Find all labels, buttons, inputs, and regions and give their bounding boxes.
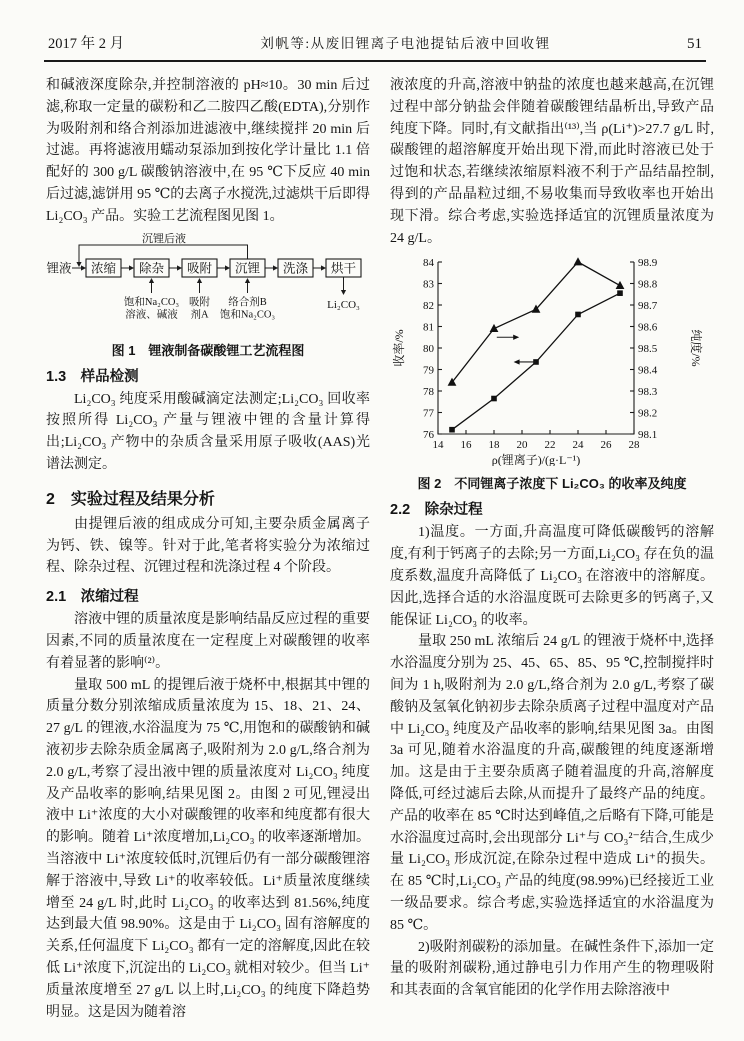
svg-text:76: 76 [423,429,434,442]
svg-text:77: 77 [423,407,434,420]
svg-text:81: 81 [423,321,434,334]
flow-input-label: 剂A [190,309,209,321]
svg-text:83: 83 [423,278,434,291]
flow-step-label: 洗涤 [282,261,309,276]
paragraph-experiment-procedure: 和碱液深度除杂,并控制溶液的 pH≈10。30 min 后过滤,称取一定量的碳粉和乙二胺四乙酸(EDTA),分别作为吸附剂和络合剂添加进滤液中,继续搅拌 20 min 后过滤。再将滤液用蠕动泵添加到按化学计量比 1.1 倍配好的 300 g/L 碳酸钠溶液中,在 95 ℃下反应 40 min 后过滤,滤饼用 95 ℃的去离子水搅洗,过滤烘干后即得 Li₂CO₃ 产品。实验工艺流程图见图 1。 [46,78,370,224]
section-2-2-heading: 2.2 除杂过程 [390,502,483,519]
svg-text:98.6: 98.6 [638,321,658,334]
flow-input-label: 吸附 [189,296,210,308]
svg-text:28: 28 [628,439,640,452]
x-axis-label: ρ(锂离子)/(g·L⁻¹) [491,453,581,467]
flow-recycle-label: 沉锂后液 [142,232,186,245]
svg-text:78: 78 [423,386,434,399]
flow-input-label: 饱和Na₂CO₃ [219,309,276,321]
section-2-2-paragraph-1: 1)温度。一方面,升高温度可降低碳酸钙的溶解度,有利于钙离子的去除;另一方面,Li₂CO₃ 存在负的温度系数,温度升高降低了 Li₂CO₃ 在溶液中的溶解度。因此,选择合适的水浴温度既可去除更多的钙离子,又能保证 Li₂CO₃ 的收率。 [390,525,714,628]
svg-text:79: 79 [423,364,434,377]
axis-pointer-arrow [514,360,520,365]
flowchart-svg [46,233,370,333]
square-marker [617,291,623,297]
paragraph-concentration-discussion: 液浓度的升高,溶液中钠盐的浓度也越来越高,在沉锂过程中部分钠盐会伴随着碳酸锂结晶析出,导致产品纯度下降。同时,有文献指出⁽¹³⁾,当 ρ(Li⁺)>27.7 g/L 时,碳酸锂的超溶解度开始出现下滑,而此时溶液已处于过饱和状态,若继续浓缩原料液不利于产品结晶控制,得到的产品晶粒过细,不易收集而导致收率也开始出现下滑。综合考虑,实验选择适宜的沉锂质量浓度为 24 g/L。 [390,78,714,246]
header-page-number: 51 [687,36,702,52]
figure-1 [46,233,370,359]
triangle-marker [490,324,499,332]
section-2-heading: 2 实验过程及结果分析 [46,490,215,508]
left-column [46,75,370,1023]
svg-text:18: 18 [488,439,500,452]
svg-text:82: 82 [423,300,434,313]
figure-2-chart [390,254,714,471]
section-1-3-heading: 1.3 样品检测 [46,368,139,385]
svg-text:26: 26 [600,439,612,452]
svg-text:80: 80 [423,343,434,356]
svg-text:20: 20 [516,439,528,452]
figure-2 [390,254,714,492]
left-axis-label: 收率/% [392,329,406,368]
section-2-2-paragraph-3: 2)吸附剂碳粉的添加量。在碱性条件下,添加一定量的吸附剂碳粉,通过静电引力作用产生的物理吸附和其表面的含氧官能团的化学作用去除溶液中 [390,939,714,999]
triangle-marker [574,258,583,266]
svg-text:98.9: 98.9 [638,257,658,270]
svg-text:98.7: 98.7 [638,300,658,313]
section-2-1-paragraph-1: 溶液中锂的质量浓度是影响结晶反应过程的重要因素,不同的质量浓度在一定程度上对碳酸锂的收率有着显著的影响⁽²⁾。 [46,612,370,671]
flow-start-label: 锂液 [46,261,72,276]
svg-text:98.2: 98.2 [638,407,658,420]
svg-text:22: 22 [544,439,556,452]
two-column-body [0,62,744,1023]
triangle-marker [616,281,625,289]
section-2-paragraph: 由提锂后液的组成成分可知,主要杂质金属离子为钙、铁、镍等。针对于此,笔者将实验分为浓缩过程、除杂过程、沉锂过程和洗涤过程 4 个阶段。 [46,516,370,576]
figure2-chart-svg [390,254,717,466]
flow-step-label: 浓缩 [90,261,117,276]
svg-text:98.5: 98.5 [638,343,658,356]
svg-text:84: 84 [423,257,434,270]
flow-input-label: 络合剂B [228,296,267,308]
flow-step-label: 沉锂 [234,261,261,276]
section-2-1-paragraph-2: 量取 500 mL 的提锂后液于烧杯中,根据其中锂的质量分数分别浓缩成质量浓度为 15、18、21、24、27 g/L 的锂液,水浴温度为 75 ℃,用饱和的碳酸钠和碱液初步去除杂质金属离子,吸附剂为 2.0 g/L,络合剂为 2.0 g/L,考察了浸出液中锂的质量浓度对 Li₂CO₃ 纯度及产品收率的影响,结果见图 2。由图 2 可见,锂浸出液中 Li⁺浓度的大小对碳酸锂的收率和纯度都有很大的影响。随着 Li⁺浓度增加,Li₂CO₃ 的收率逐渐增加。当溶液中 Li⁺浓度较低时,沉锂后仍有一部分碳酸锂溶解于溶液中,导致 Li⁺的收率较低。Li⁺质量浓度继续增至 24 g/L 时,此时 Li₂CO₃ 的收率达到 81.56%,纯度达到最大值 98.90%。这是由于 Li₂CO₃ 固有溶解度的关系,任何温度下 Li₂CO₃ 都有一定的溶解度,因此在较低 Li⁺浓度下,沉淀出的 Li₂CO₃ 就相对较少。但当 Li⁺质量浓度增至 27 g/L 以上时,Li₂CO₃ 的纯度下降趋势明显。这是因为随着溶 [46,677,370,1020]
svg-text:98.8: 98.8 [638,278,658,291]
flow-input-label: 饱和Na₂CO₃ [123,296,180,308]
flow-input-label: 溶液、碱液 [125,309,178,321]
section-2-2-paragraph-2: 量取 250 mL 浓缩后 24 g/L 的锂液于烧杯中,选择水浴温度分别为 25、45、65、85、95 ℃,控制搅拌时间为 1 h,吸附剂为 2.0 g/L,络合剂为 2.0 g/L,考察了碳酸钠及氢氧化钠初步去除杂质离子过程中温度对产品中 Li₂CO₃ 纯度及产品收率的影响,结果见图 3a。由图 3a 可见,随着水浴温度的升高,碳酸锂的纯度逐渐增加。这是由于主要杂质离子随着温度的升高,溶解度降低,可经过滤后去除,从而提升了最终产品的纯度。产品的收率在 85 ℃时达到峰值,之后略有下降,可能是水浴温度过高时,会出现部分 Li⁺与 CO₃²⁻结合,生成少量 Li₂CO₃ 形成沉淀,在除杂过程中造成 Li⁺的损失。在 85 ℃时,Li₂CO₃ 产品的纯度(98.99%)已经接近工业一级品要求。综合考虑,实验选择适宜的水浴温度为 85 ℃。 [390,634,714,933]
square-marker [491,396,497,402]
header-running-title: 刘帆等:从废旧锂离子电池提钴后液中回收锂 [260,36,551,51]
svg-text:16: 16 [460,439,472,452]
figure-1-caption: 图 1 锂液制备碳酸锂工艺流程图 [111,342,305,358]
section-1-3-paragraph: Li₂CO₃ 纯度采用酸碱滴定法测定;Li₂CO₃ 回收率按照所得 Li₂CO₃ 产量与锂液中锂的含量计算得出;Li₂CO₃ 产物中的杂质含量采用原子吸收(AAS)光谱法测定。 [46,391,370,472]
svg-text:98.3: 98.3 [638,386,658,399]
square-marker [449,427,455,433]
page-header [44,0,706,62]
flow-step-label: 烘干 [330,261,357,276]
right-column [390,75,714,1023]
figure-2-caption: 图 2 不同锂离子浓度下 Li₂CO₃ 的收率及纯度 [417,476,687,492]
flow-output-label: Li₂CO₃ [327,298,360,311]
svg-text:98.4: 98.4 [638,364,658,377]
section-2-1-heading: 2.1 浓缩过程 [46,589,139,606]
svg-text:98.1: 98.1 [638,429,658,442]
flow-step-label: 吸附 [186,261,213,276]
square-marker [575,312,581,318]
header-date: 2017 年 2 月 [48,36,125,52]
axis-pointer-arrow [513,335,519,340]
right-axis-label: 纯度/% [689,329,703,368]
flow-step-label: 除杂 [138,261,165,276]
svg-text:14: 14 [432,439,444,452]
svg-text:24: 24 [572,439,584,452]
figure-1-flowchart [46,233,370,338]
